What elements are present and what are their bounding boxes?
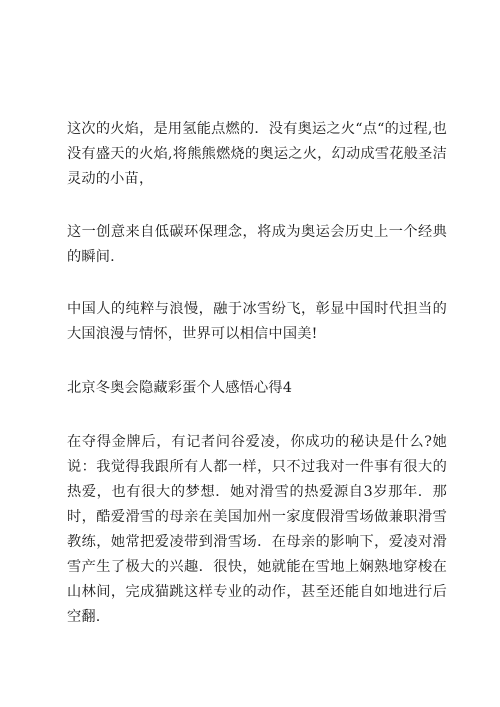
paragraph-chinese-romance: 中国人的纯粹与浪慢，融于冰雪纷飞，彰显中国时代担当的大国浪漫与情怀，世界可以相信中国美! [67, 301, 447, 342]
section-heading: 北京冬奥会隐藏彩蛋个人感悟心得4 [67, 380, 293, 396]
paragraph-hydrogen-flame: 这次的火焰，是用氢能点燃的．没有奥运之火“点“的过程,也没有盛天的火焰,将熊熊燃烧的奥运之火，幻动成雪花般圣洁灵动的小苗， [67, 121, 447, 187]
paragraph-low-carbon: 这一创意来自低碳环保理念，将成为奥运会历史上一个经典的瞬间. [67, 224, 447, 265]
paragraph-gu-ailing: 在夺得金牌后，有记者问谷爱凌，你成功的秘诀是什么?她说：我觉得我跟所有人都一样，只不过我对一件事有很大的热爱，也有很大的梦想．她对滑雪的热爱源自3岁那年．那时，酷爱滑雪的母亲在美国加州一家度假滑雪场做兼职滑雪教练，她常把爱凌带到滑雪场．在母亲的影响下，爱凌对滑雪产生了极大的兴趣．很快，她就能在雪地上娴熟地穿梭在山林间，完成猫跳这样专业的动作，甚至还能自如地进行后空翻. [67, 434, 447, 625]
